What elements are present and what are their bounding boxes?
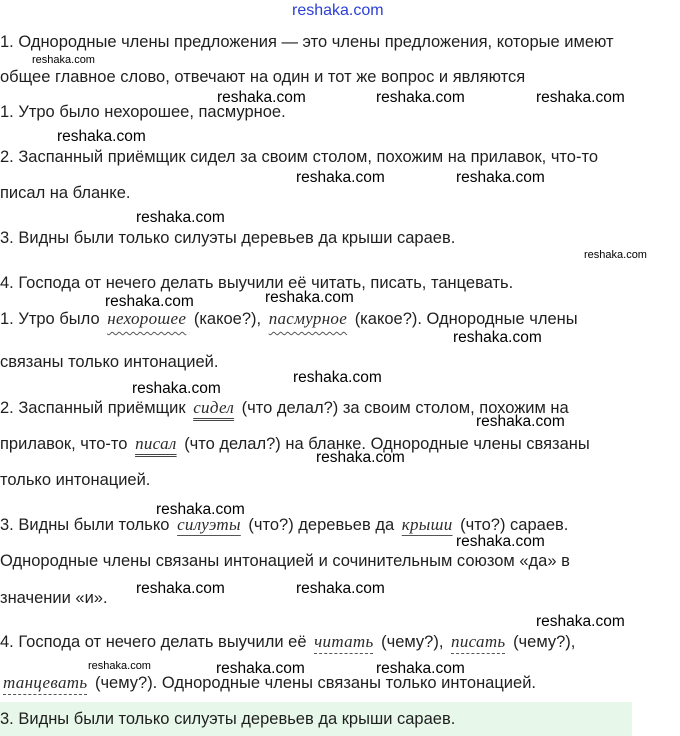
homogeneous-word: писал [135,434,177,453]
watermark: reshaka.com [216,660,305,677]
text-fragment: 3. Видны были только [0,516,170,534]
watermark: reshaka.com [156,501,245,518]
analysis-3-line-3: значении «и». [0,589,108,607]
text-fragment: 2. Заспанный приёмщик [0,399,186,417]
watermark: reshaka.com [296,169,385,186]
watermark: reshaka.com [217,89,306,106]
watermark: reshaka.com [316,449,405,466]
text-fragment: (что делал?) на бланке. Однородные члены связаны [184,435,590,453]
watermark: reshaka.com [376,660,465,677]
watermark: reshaka.com [476,413,565,430]
homogeneous-word: нехорошее [107,309,187,328]
sentence-4: 4. Господа от нечего делать выучили её читать, писать, танцевать. [0,274,514,292]
watermark: reshaka.com [88,660,151,672]
watermark-top[interactable]: reshaka.com [292,2,384,19]
watermark: reshaka.com [132,380,221,397]
analysis-2-line-3: только интонацией. [0,471,151,489]
sentence-2-line-1: 2. Заспанный приёмщик сидел за своим столом, похожим на прилавок, что-то [0,148,599,166]
analysis-3-line-1 [0,515,568,535]
text-fragment: (чему?). Однородные члены связаны только интонацией. [94,674,536,692]
homogeneous-word: силуэты [177,515,241,534]
text-fragment: 1. Утро было [0,310,100,328]
watermark: reshaka.com [456,533,545,550]
watermark: reshaka.com [265,289,354,306]
text-fragment: (что?) деревьев да [248,516,395,534]
watermark: reshaka.com [376,89,465,106]
homogeneous-word: пасмурное [268,309,348,328]
watermark: reshaka.com [296,580,385,597]
homogeneous-word: сидел [193,398,235,417]
text-fragment: (какое?). Однородные члены [354,310,578,328]
watermark: reshaka.com [456,169,545,186]
sentence-2-line-2: писал на бланке. [0,184,131,202]
analysis-1-line-2: связаны только интонацией. [0,353,219,371]
text-fragment: (чему?), [381,633,444,651]
homogeneous-word: крыши [401,515,453,534]
text-fragment: 4. Господа от нечего делать выучили её [0,633,307,651]
homogeneous-word: читать [314,632,374,651]
analysis-4-line-1 [0,632,575,652]
watermark: reshaka.com [105,293,194,310]
highlighted-answer: 3. Видны были только силуэты деревьев да крыши сараев. [0,710,456,728]
analysis-1-line-1 [0,309,578,329]
homogeneous-word: танцевать [3,673,88,692]
analysis-2-line-2 [0,434,590,454]
sentence-1: 1. Утро было нехорошее, пасмурное. [0,103,286,121]
text-fragment: (что?) сараев. [460,516,569,534]
watermark: reshaka.com [136,580,225,597]
watermark: reshaka.com [57,128,146,145]
watermark: reshaka.com [32,54,95,66]
text-fragment: (что делал?) за своим столом, похожим на [241,399,569,417]
analysis-3-line-2: Однородные члены связаны интонацией и сочинительным союзом «да» в [0,552,570,570]
sentence-3: 3. Видны были только силуэты деревьев да крыши сараев. [0,229,456,247]
definition-line-1: 1. Однородные члены предложения — это члены предложения, которые имеют [0,33,614,51]
definition-line-2: общее главное слово, отвечают на один и тот же вопрос и являются [0,68,526,86]
watermark: reshaka.com [536,613,625,630]
watermark: reshaka.com [453,329,542,346]
watermark: reshaka.com [536,89,625,106]
watermark: reshaka.com [293,369,382,386]
text-fragment: (чему?), [513,633,576,651]
watermark: reshaka.com [136,209,225,226]
watermark: reshaka.com [584,249,647,261]
homogeneous-word: писать [451,632,506,651]
text-fragment: (какое?), [193,310,262,328]
text-fragment: прилавок, что-то [0,435,128,453]
